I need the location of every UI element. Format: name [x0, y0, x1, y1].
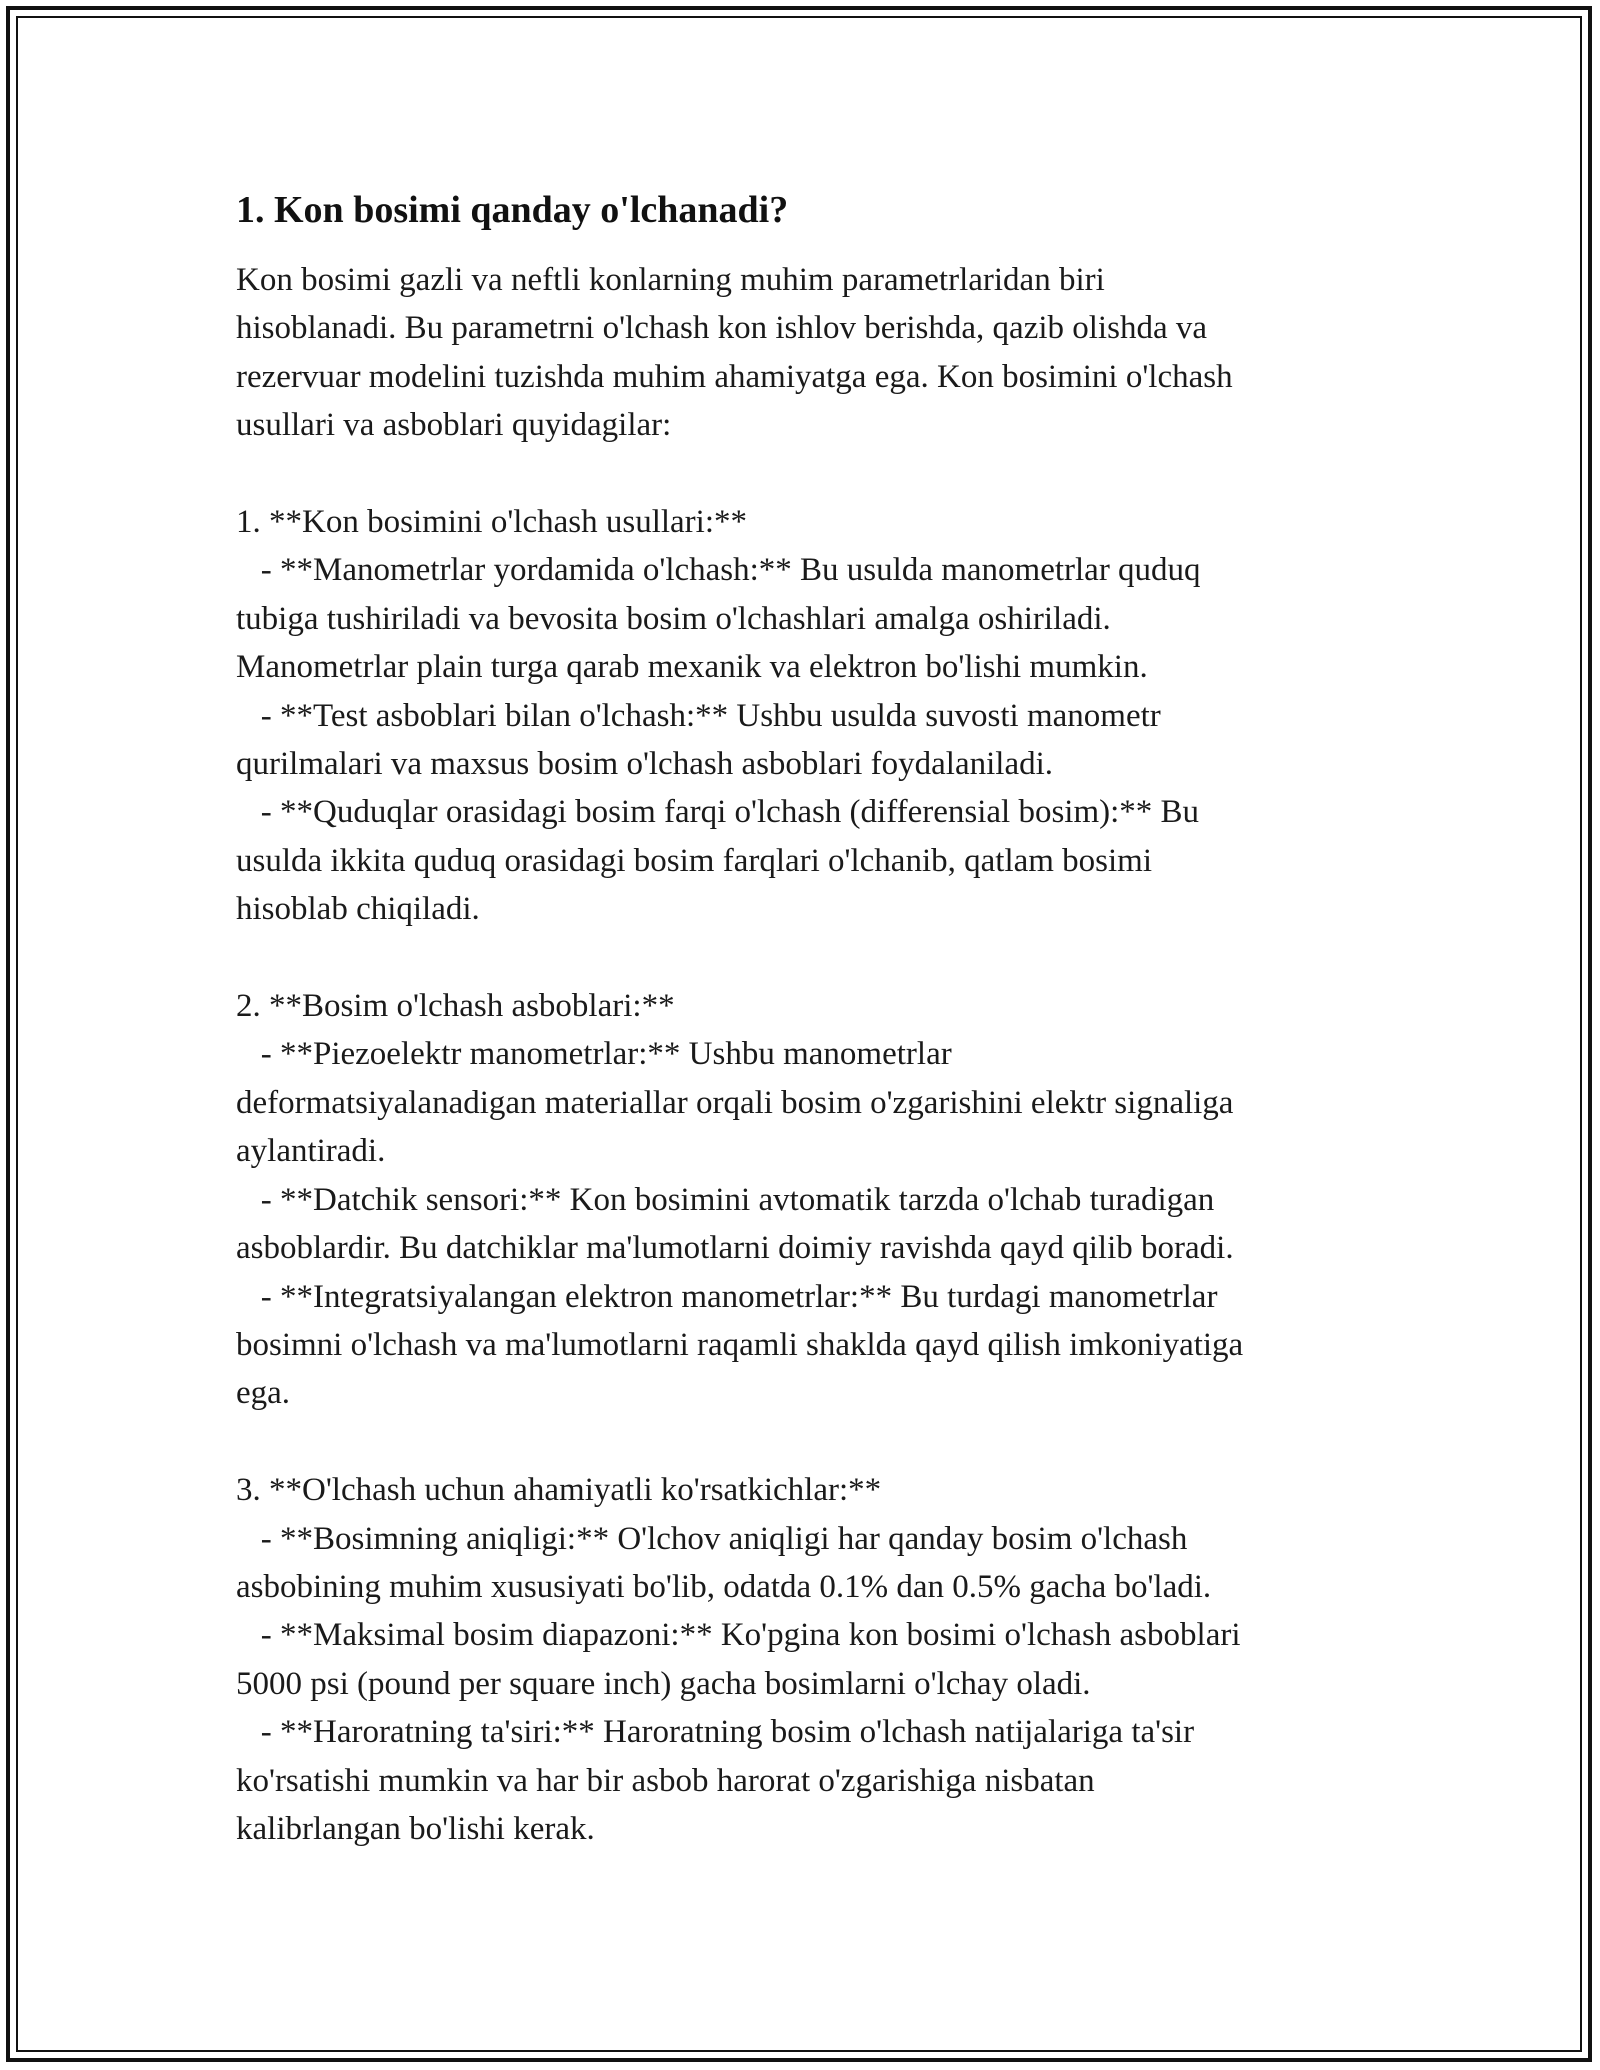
list-item-line: - **Piezoelektr manometrlar:** Ushbu manometrlar	[236, 1036, 952, 1073]
paragraph-gap	[236, 450, 1376, 498]
intro-line: Kon bosimi gazli va neftli konlarning muhim parametrlaridan biri	[236, 262, 1105, 298]
list-item-line: kalibrlangan bo'lishi kerak.	[236, 1810, 595, 1847]
list-item-line: Manometrlar plain turga qarab mexanik va elektron bo'lishi mumkin.	[236, 649, 1148, 686]
list-item-line: ega.	[236, 1375, 291, 1412]
list-item-line: aylantiradi.	[236, 1133, 386, 1170]
list-item-line: - **Manometrlar yordamida o'lchash:** Bu usulda manometrlar quduq	[236, 552, 1201, 589]
list-item-line: deformatsiyalanadigan materiallar orqali bosim o'zgarishini elektr signaliga	[236, 1084, 1234, 1121]
list-item-line: asboblardir. Bu datchiklar ma'lumotlarni doimiy ravishda qayd qilib boradi.	[236, 1230, 1234, 1267]
list-item-line: - **Datchik sensori:** Kon bosimini avtomatik tarzda o'lchab turadigan	[236, 1181, 1215, 1218]
list-item-line: ko'rsatishi mumkin va har bir asbob harorat o'zgarishiga nisbatan	[236, 1762, 1095, 1799]
document-body	[236, 186, 1376, 1853]
document-title: 1. Kon bosimi qanday o'lchanadi?	[236, 189, 789, 231]
list-item-line: usulda ikkita quduq orasidagi bosim farqlari o'lchanib, qatlam bosimi	[236, 842, 1153, 879]
list-item-line: - **Maksimal bosim diapazoni:** Ko'pgina kon bosimi o'lchash asboblari	[236, 1617, 1241, 1654]
list-item-line: bosimni o'lchash va ma'lumotlarni raqamli shaklda qayd qilish imkoniyatiga	[236, 1326, 1244, 1363]
list-item-line: hisoblab chiqiladi.	[236, 891, 480, 928]
section-key-indicators	[236, 1466, 1376, 1853]
list-item-line: qurilmalari va maxsus bosim o'lchash asboblari foydalaniladi.	[236, 746, 1054, 783]
paragraph-gap	[236, 934, 1376, 982]
section-heading: 3. **O'lchash uchun ahamiyatli ko'rsatkichlar:**	[236, 1472, 882, 1509]
list-item-line: - **Haroratning ta'siri:** Haroratning bosim o'lchash natijalariga ta'sir	[236, 1714, 1195, 1751]
intro-line: rezervuar modelini tuzishda muhim ahamiyatga ega. Kon bosimini o'lchash	[236, 358, 1233, 395]
paragraph-gap	[236, 1418, 1376, 1466]
section-measurement-methods	[236, 498, 1376, 934]
intro-paragraph	[236, 256, 1376, 450]
list-item-line: - **Bosimning aniqligi:** O'lchov aniqligi har qanday bosim o'lchash	[236, 1520, 1188, 1557]
section-heading: 2. **Bosim o'lchash asboblari:**	[236, 988, 675, 1025]
list-item-line: asbobining muhim xususiyati bo'lib, odatda 0.1% dan 0.5% gacha bo'ladi.	[236, 1568, 1212, 1605]
intro-line: usullari va asboblari quyidagilar:	[236, 407, 672, 444]
list-item-line: tubiga tushiriladi va bevosita bosim o'lchashlari amalga oshiriladi.	[236, 600, 1111, 637]
intro-line: hisoblanadi. Bu parametrni o'lchash kon ishlov berishda, qazib olishda va	[236, 310, 1207, 347]
list-item-line: - **Quduqlar orasidagi bosim farqi o'lchash (differensial bosim):** Bu	[236, 794, 1200, 831]
section-measurement-instruments	[236, 982, 1376, 1418]
list-item-line: - **Test asboblari bilan o'lchash:** Ushbu usulda suvosti manometr	[236, 697, 1161, 734]
list-item-line: 5000 psi (pound per square inch) gacha bosimlarni o'lchay oladi.	[236, 1665, 1091, 1702]
list-item-line: - **Integratsiyalangan elektron manometrlar:** Bu turdagi manometrlar	[236, 1278, 1218, 1315]
section-heading: 1. **Kon bosimini o'lchash usullari:**	[236, 504, 748, 541]
